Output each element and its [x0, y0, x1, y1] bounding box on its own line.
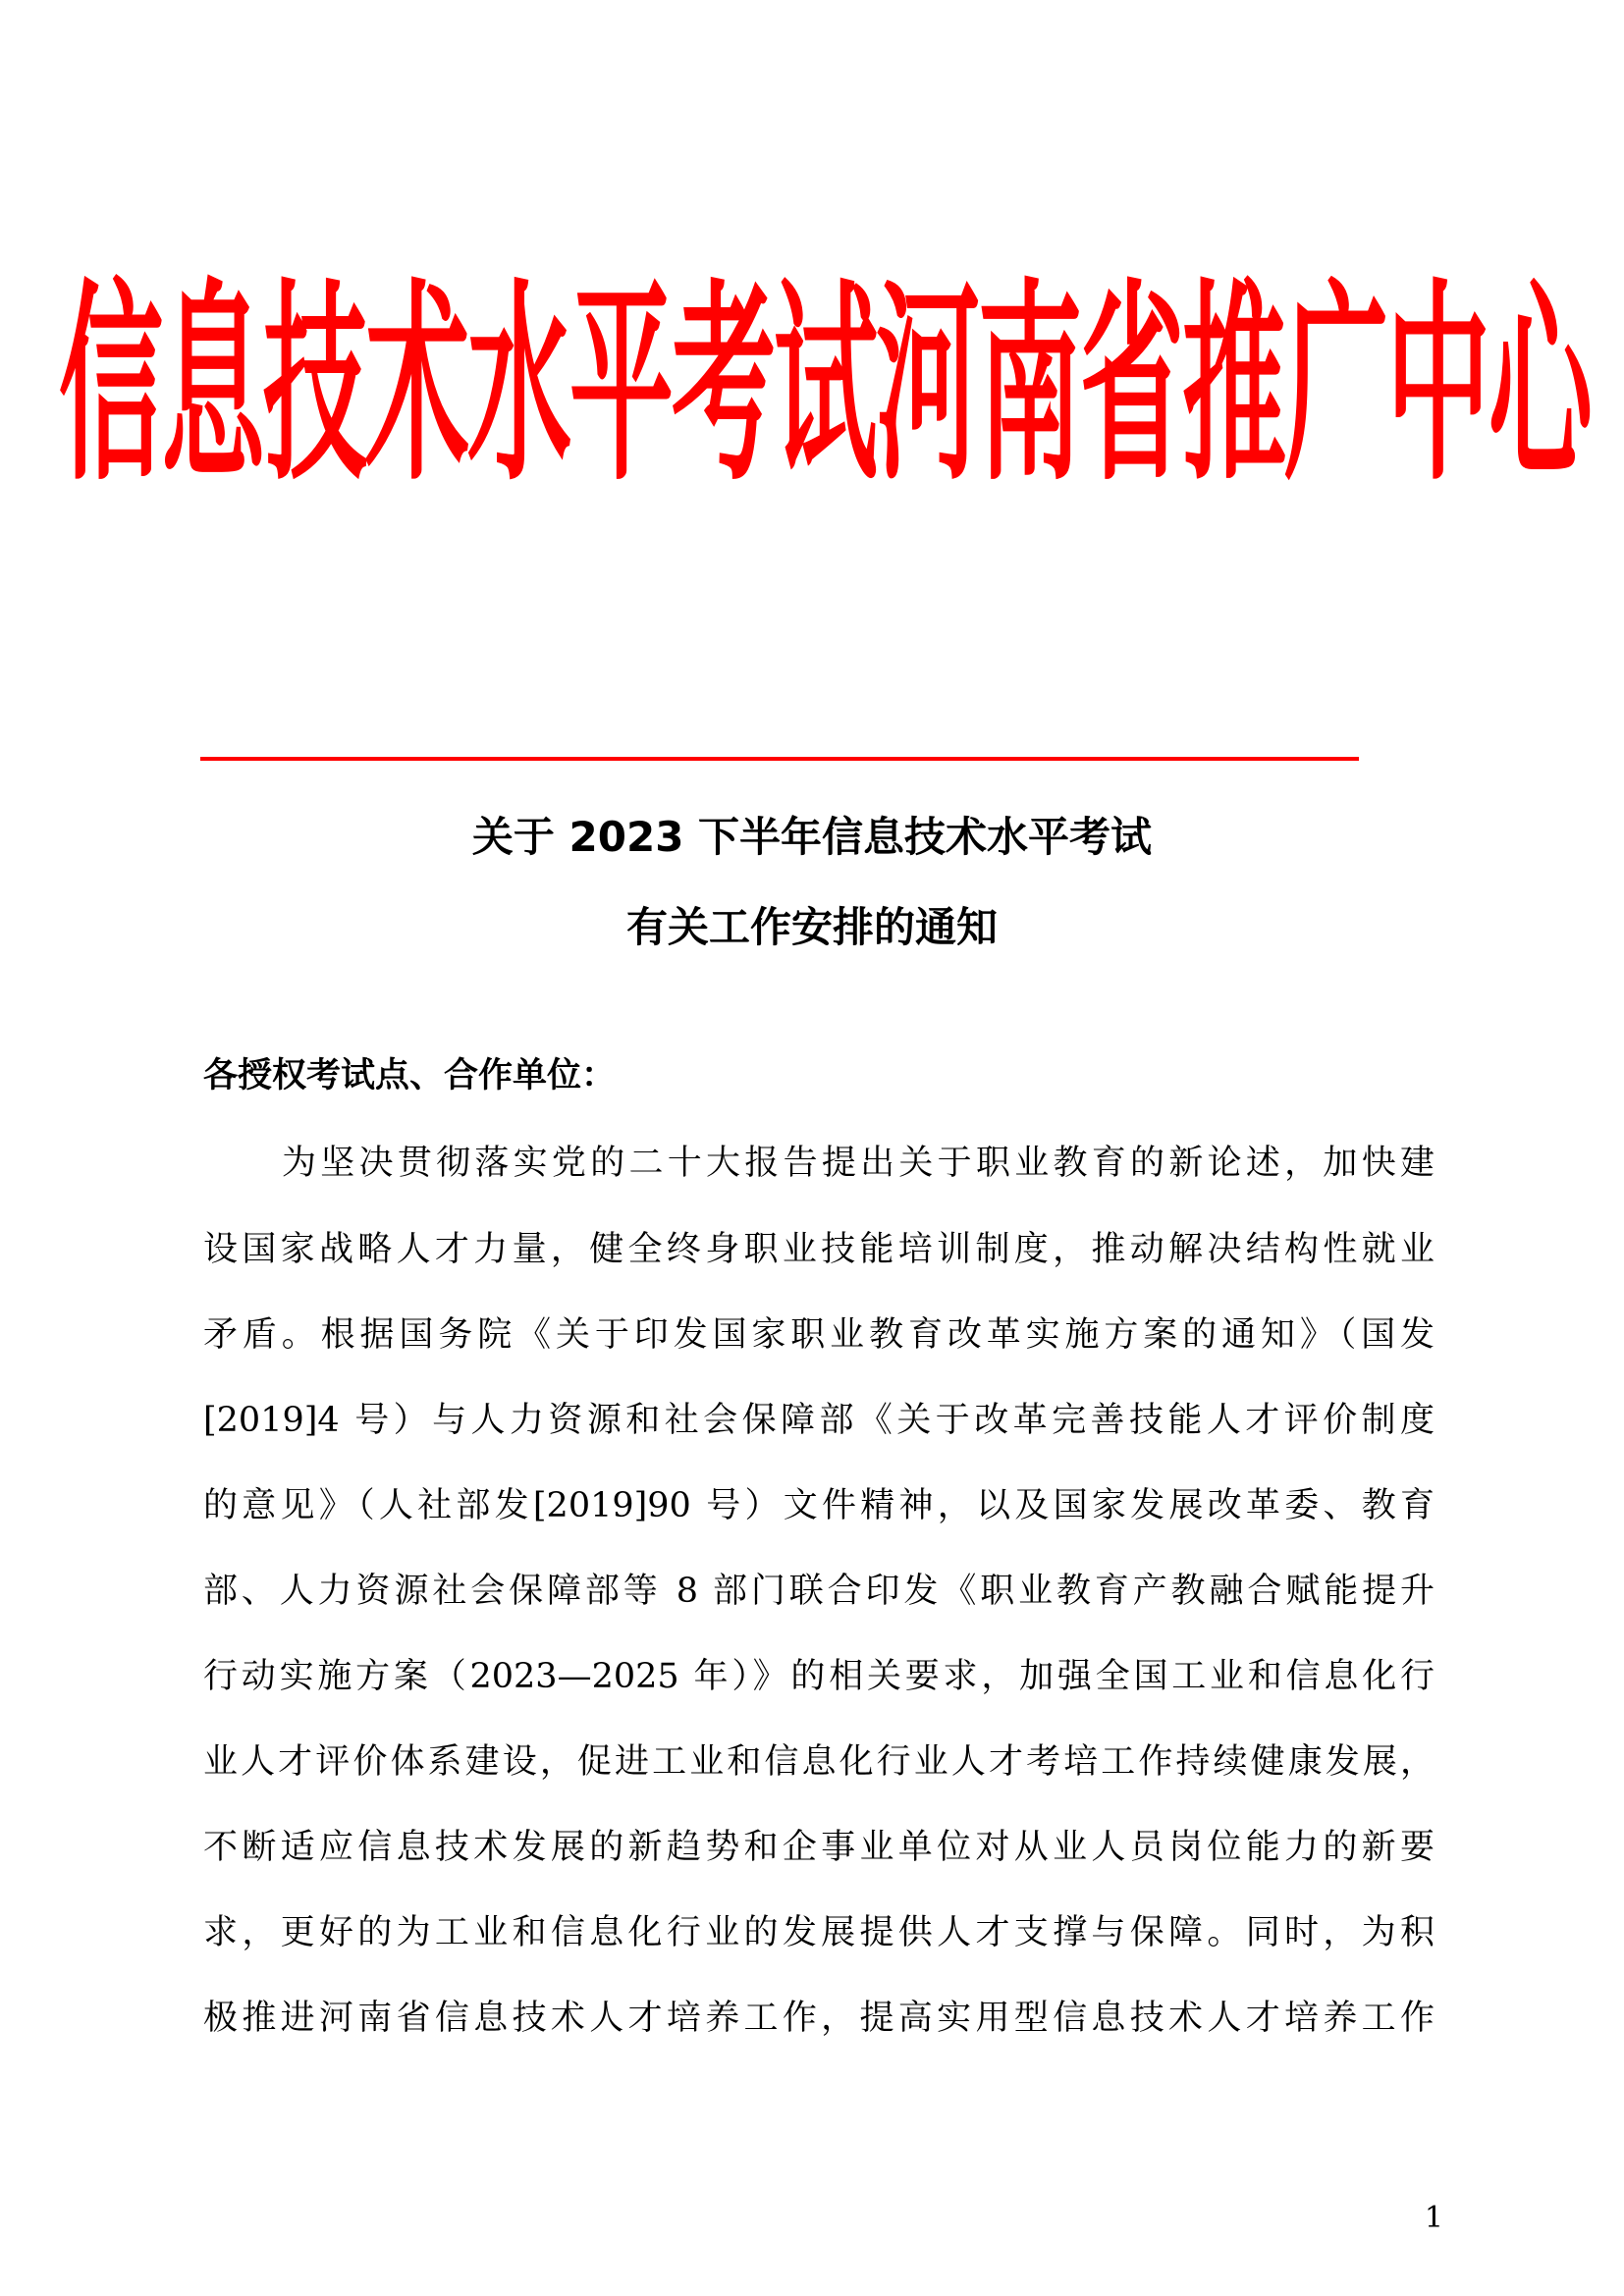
document-title-line-2: 有关工作安排的通知 — [625, 903, 998, 951]
document-title-line-1: 关于 2023 下半年信息技术水平考试 — [471, 813, 1153, 861]
body-line: 求，更好的为工业和信息化行业的发展提供人才支撑与保障。同时，为积 — [203, 1913, 1435, 1952]
body-line: 不断适应信息技术发展的新趋势和企事业单位对从业人员岗位能力的新要 — [203, 1828, 1435, 1867]
body-line: [2019]4 号）与人力资源和社会保障部《关于改革完善技能人才评价制度 — [203, 1401, 1435, 1440]
body-line: 极推进河南省信息技术人才培养工作，提高实用型信息技术人才培养工作 — [203, 1999, 1435, 2038]
organization-header — [59, 240, 1591, 509]
page-number: 1 — [1424, 2201, 1443, 2235]
body-line: 业人才评价体系建设，促进工业和信息化行业人才考培工作持续健康发展， — [203, 1742, 1435, 1782]
body-line: 行动实施方案（2023—2025 年）》的相关要求，加强全国工业和信息化行 — [203, 1657, 1435, 1696]
body-line: 设国家战略人才力量，健全终身职业技能培训制度，推动解决结构性就业 — [203, 1230, 1435, 1269]
body-line: 为坚决贯彻落实党的二十大报告提出关于职业教育的新论述，加快建 — [282, 1144, 1435, 1183]
organization-name: 信息技术水平考试河南省推广中心 — [59, 261, 1591, 509]
body-line: 矛盾。根据国务院《关于印发国家职业教育改革实施方案的通知》（国发 — [203, 1315, 1435, 1355]
body-line: 部、人力资源社会保障部等 8 部门联合印发《职业教育产教融合赋能提升 — [203, 1572, 1435, 1611]
salutation: 各授权考试点、合作单位： — [203, 1056, 617, 1095]
red-divider-line — [200, 757, 1359, 761]
body-line: 的意见》（人社部发[2019]90 号）文件精神，以及国家发展改革委、教育 — [203, 1486, 1435, 1525]
